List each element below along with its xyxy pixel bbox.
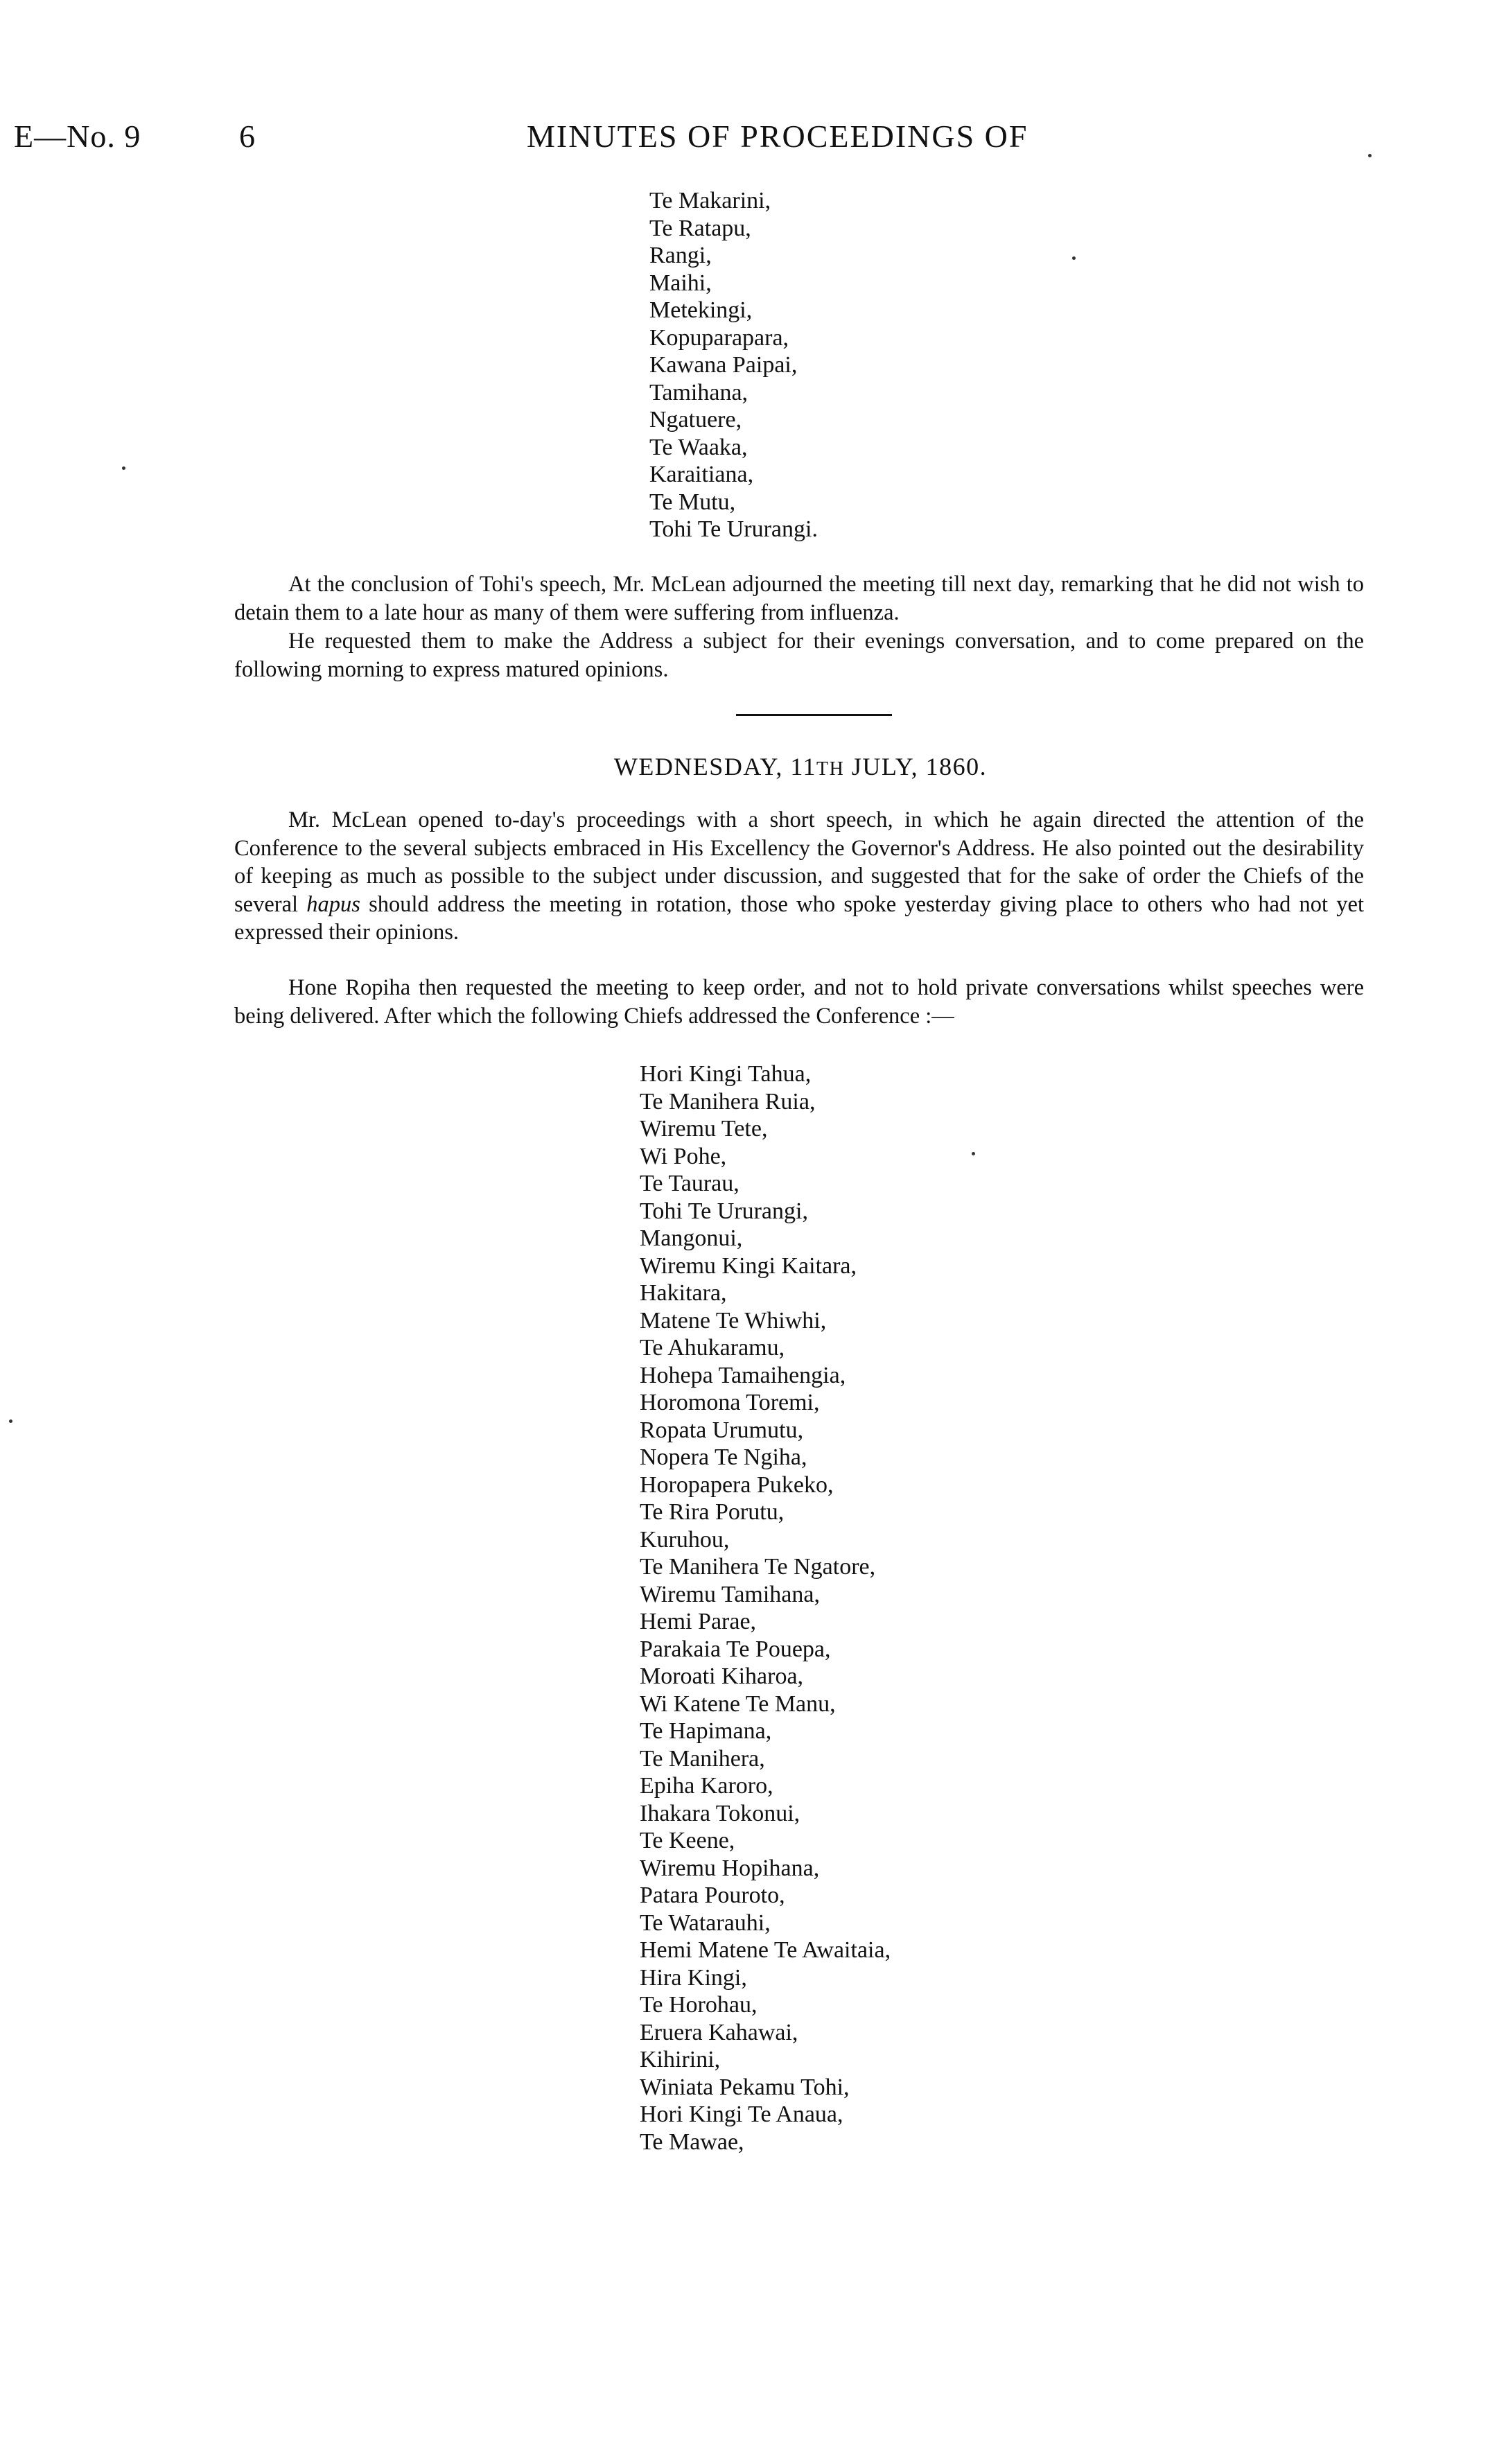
list-item: Winiata Pekamu Tohi,: [640, 2074, 850, 2100]
list-item: Te Taurau,: [640, 1171, 739, 1196]
list-item: Hori Kingi Tahua,: [640, 1061, 812, 1087]
list-item: Te Manihera Te Ngatore,: [640, 1554, 876, 1580]
ink-speck: [1072, 256, 1076, 260]
attendee-list-first: [649, 187, 818, 543]
list-item: Karaitiana,: [649, 462, 754, 487]
paper-reference: E—No. 9: [14, 119, 141, 154]
date-heading-weekday: WEDNESDAY, 11: [613, 753, 817, 780]
date-heading: [0, 752, 1506, 781]
order-request-paragraph: Hone Ropiha then requested the meeting to keep order, and not to hold private conversations whilst speeches were being delivered. After which the following Chiefs addressed the Conference :—: [234, 975, 1364, 1029]
list-item: Kuruhou,: [640, 1526, 730, 1553]
list-item: Tamihana,: [649, 379, 748, 405]
list-item: Moroati Kiharoa,: [640, 1663, 804, 1689]
list-item: Wiremu Tete,: [640, 1116, 768, 1142]
list-item: Mangonui,: [640, 1225, 743, 1251]
ink-speck: [1368, 154, 1372, 157]
list-item: Te Manihera Ruia,: [640, 1088, 816, 1115]
list-item: Wiremu Kingi Kaitara,: [640, 1252, 857, 1279]
page-number: 6: [239, 119, 256, 154]
list-item: Te Watarauhi,: [640, 1910, 771, 1936]
adjournment-paragraph: At the conclusion of Tohi's speech, Mr. McLean adjourned the meeting till next day, remarking that he did not wish to detain them to a late hour as many of them were suffering from influenza.: [234, 572, 1364, 625]
list-item: Parakaia Te Pouepa,: [640, 1636, 831, 1662]
date-heading-rest: JULY, 1860.: [844, 753, 988, 780]
list-item: Wiremu Tamihana,: [640, 1581, 820, 1607]
list-item: Patara Pouroto,: [640, 1882, 785, 1908]
list-item: Horomona Toremi,: [640, 1390, 820, 1415]
paragraph-text: should address the meeting in rotation, those who spoke yesterday giving place to others who had not yet expressed their opinions.: [234, 891, 1364, 945]
list-item: Wiremu Hopihana,: [640, 1855, 820, 1881]
list-item: Kihirini,: [640, 2047, 721, 2072]
emphasis-text: hapus: [306, 891, 360, 917]
paragraph-text: Mr. McLean opened to-day's proceedings with a short speech, in which he again directed the attention of the Conference to the several subjects embraced in His Excellency the Governor's Address. He also pointed out the desirability of keeping as much as possible to the subject under discussion, and suggested that for the sake of order the Chiefs of the several: [234, 807, 1364, 917]
list-item: Eruera Kahawai,: [640, 2019, 798, 2045]
list-item: Matene Te Whiwhi,: [640, 1307, 827, 1334]
list-item: Te Keene,: [640, 1828, 735, 1853]
list-item: Hira Kingi,: [640, 1964, 747, 1991]
list-item: Te Ratapu,: [649, 215, 751, 241]
list-item: Ropata Urumutu,: [640, 1417, 804, 1443]
section-divider: [736, 714, 892, 716]
list-item: Hemi Matene Te Awaitaia,: [640, 1937, 891, 1963]
opening-speech-paragraph: [234, 806, 1364, 947]
speaker-list: [640, 1060, 891, 2156]
list-item: Te Waaka,: [649, 434, 748, 460]
list-item: Te Manihera,: [640, 1745, 765, 1772]
list-item: Te Hapimana,: [640, 1718, 772, 1744]
list-item: Tohi Te Ururangi.: [649, 516, 818, 542]
list-item: Hakitara,: [640, 1280, 727, 1306]
ink-speck: [972, 1152, 975, 1155]
ink-speck: [122, 466, 125, 470]
list-item: Ngatuere,: [649, 407, 742, 432]
list-item: Te Mawae,: [640, 2129, 744, 2155]
list-item: Tohi Te Ururangi,: [640, 1198, 808, 1224]
list-item: Maihi,: [649, 270, 712, 296]
address-request-paragraph: He requested them to make the Address a subject for their evenings conversation, and to come prepared on the following morning to express matured opinions.: [234, 629, 1364, 682]
list-item: Wi Katene Te Manu,: [640, 1690, 836, 1717]
list-item: Rangi,: [649, 243, 712, 268]
list-item: Ihakara Tokonui,: [640, 1800, 800, 1826]
date-heading-ordinal: TH: [816, 758, 845, 780]
list-item: Horopapera Pukeko,: [640, 1471, 834, 1498]
list-item: Hori Kingi Te Anaua,: [640, 2102, 843, 2127]
list-item: Epiha Karoro,: [640, 1773, 773, 1799]
list-item: Te Mutu,: [649, 489, 736, 515]
ink-speck: [9, 1419, 12, 1423]
list-item: Te Makarini,: [649, 188, 771, 213]
list-item: Kawana Paipai,: [649, 352, 798, 378]
list-item: Kopuparapara,: [649, 324, 789, 351]
list-item: Hemi Parae,: [640, 1609, 757, 1634]
list-item: Wi Pohe,: [640, 1143, 727, 1169]
list-item: Nopera Te Ngiha,: [640, 1444, 807, 1470]
list-item: Te Horohau,: [640, 1992, 758, 2018]
list-item: Te Ahukaramu,: [640, 1335, 785, 1361]
list-item: Hohepa Tamaihengia,: [640, 1362, 846, 1388]
running-title: MINUTES OF PROCEEDINGS OF: [527, 119, 1028, 154]
list-item: Metekingi,: [649, 297, 753, 323]
list-item: Te Rira Porutu,: [640, 1499, 785, 1525]
